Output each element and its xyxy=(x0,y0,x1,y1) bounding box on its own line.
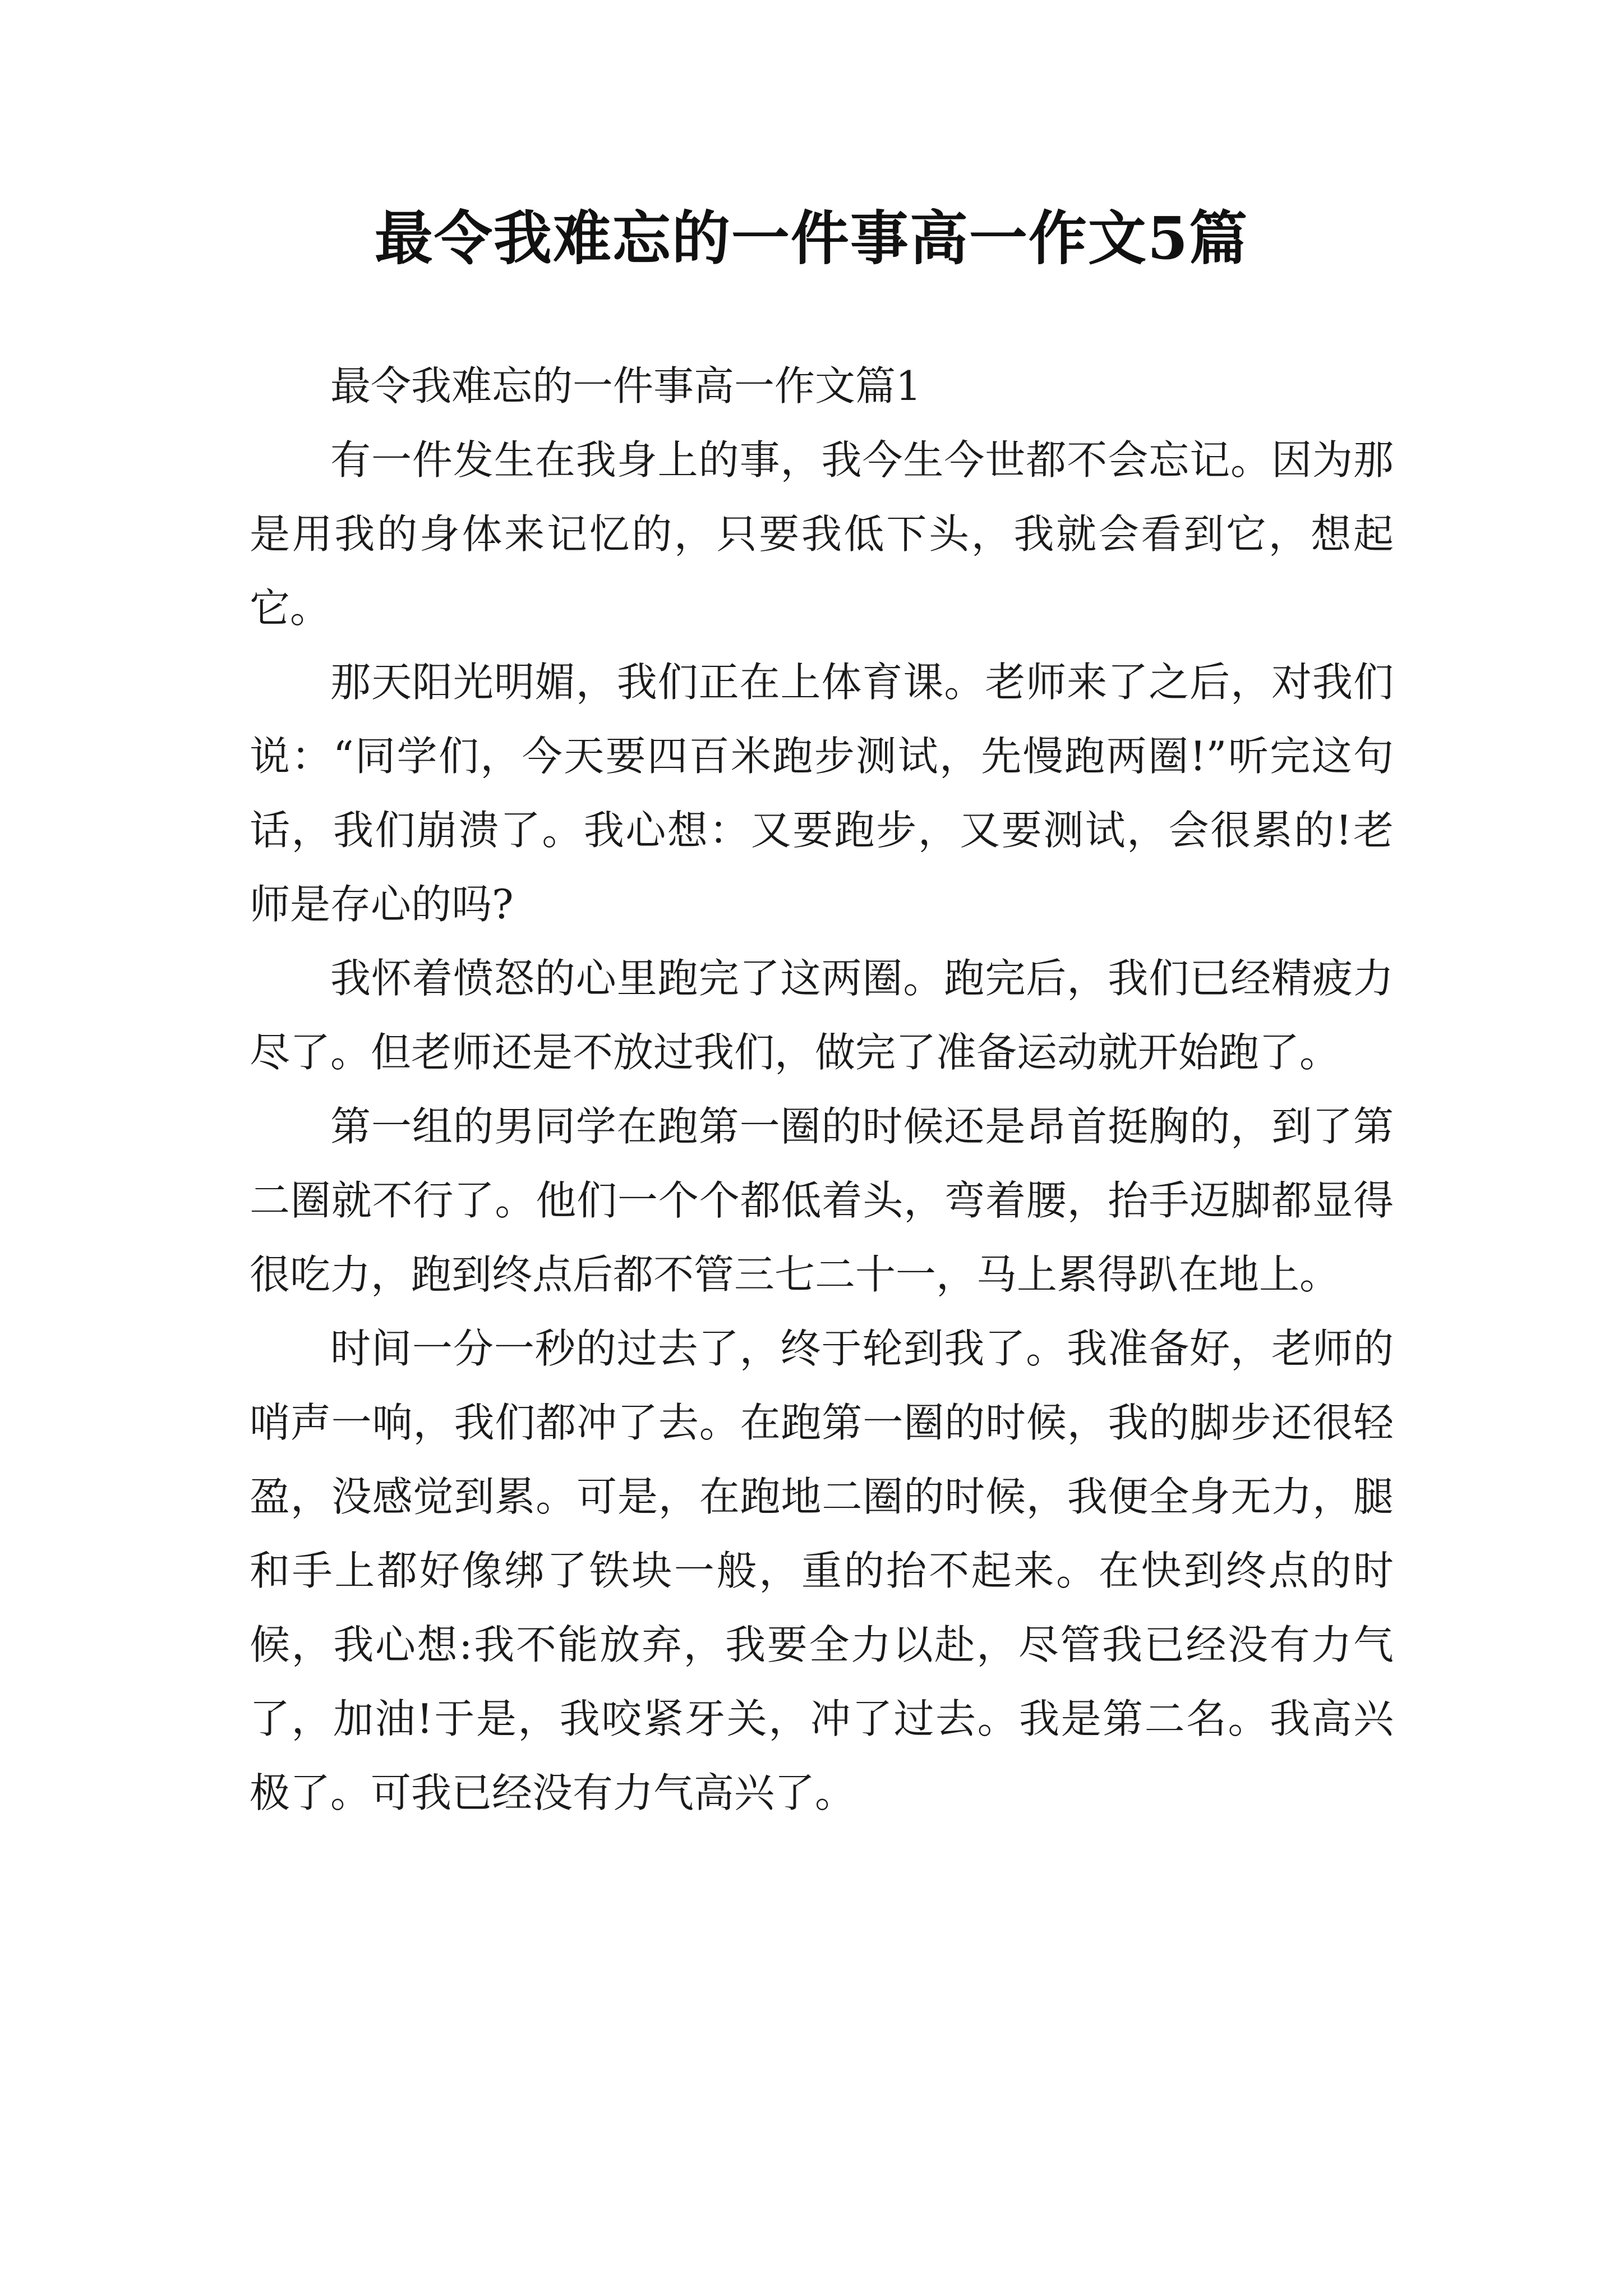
document-title: 最令我难忘的一件事高一作文5篇 xyxy=(374,204,1249,273)
paragraph-4: 第一组的男同学在跑第一圈的时候还是昂首挺胸的，到了第二圈就不行了。他们一个个都低着头，弯着腰，抬手迈脚都显得很吃力，跑到终点后都不管三七二十一，马上累得趴在地上。 xyxy=(250,1103,1394,1298)
paragraph-1: 有一件发生在我身上的事，我今生今世都不会忘记。因为那是用我的身体来记忆的，只要我低下头，我就会看到它，想起它。 xyxy=(250,436,1394,632)
paragraph-3: 我怀着愤怒的心里跑完了这两圈。跑完后，我们已经精疲力尽了。但老师还是不放过我们，做完了准备运动就开始跑了。 xyxy=(250,955,1394,1076)
paragraph-5: 时间一分一秒的过去了，终于轮到我了。我准备好，老师的哨声一响，我们都冲了去。在跑第一圈的时候，我的脚步还很轻盈，没感觉到累。可是，在跑地二圈的时候，我便全身无力，腿和手上都好像绑了铁块一般，重的抬不起来。在快到终点的时候，我心想:我不能放弃，我要全力以赴，尽管我已经没有力气了，加油!于是，我咬紧牙关，冲了过去。我是第二名。我高兴极了。可我已经没有力气高兴了。 xyxy=(250,1325,1394,1816)
section-heading: 最令我难忘的一件事高一作文篇1 xyxy=(330,362,921,409)
document-body xyxy=(250,349,1394,1830)
paragraph-2: 那天阳光明媚，我们正在上体育课。老师来了之后，对我们说：“同学们，今天要四百米跑步测试，先慢跑两圈!”听完这句话，我们崩溃了。我心想：又要跑步，又要测试，会很累的!老师是存心的吗? xyxy=(250,659,1394,928)
